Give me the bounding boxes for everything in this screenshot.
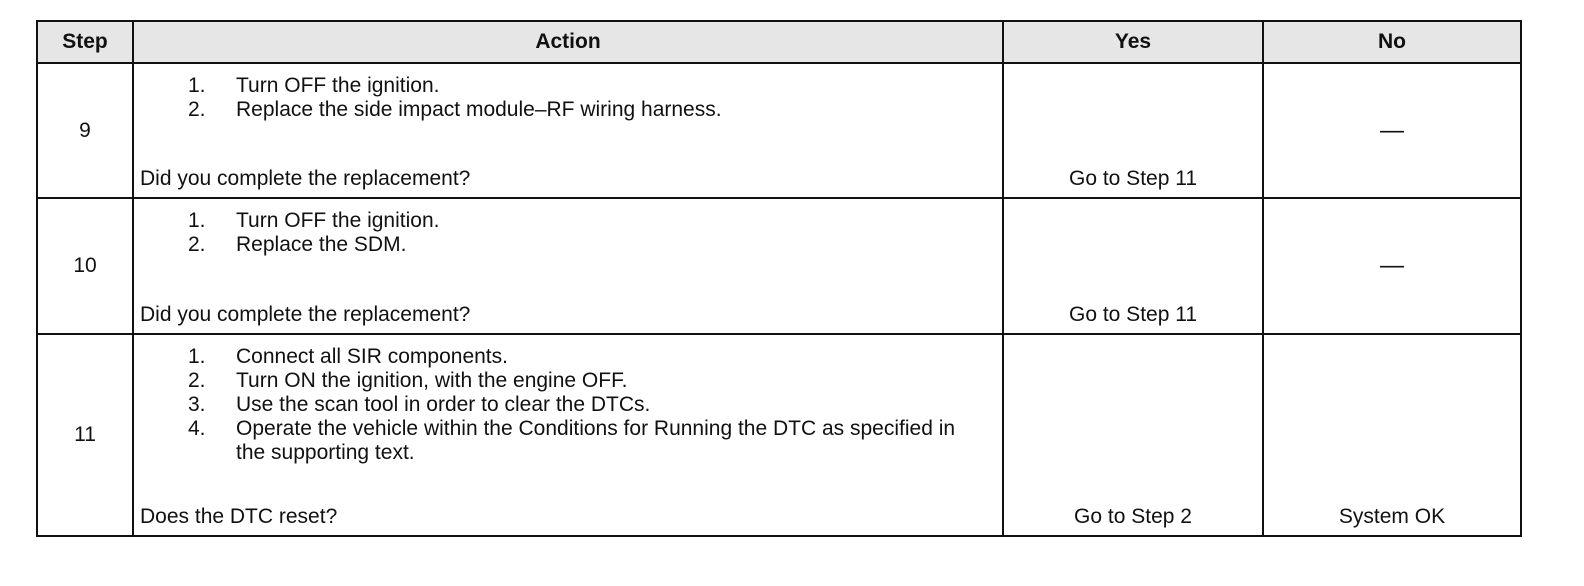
yes-result: Go to Step 11 xyxy=(1068,167,1198,190)
table-row-step-10 xyxy=(37,198,1521,334)
step-cell xyxy=(37,198,133,334)
action-item-text: Use the scan tool in order to clear the DTCs. xyxy=(236,393,651,416)
action-cell xyxy=(133,63,1003,198)
action-item-number: 3. xyxy=(188,393,206,416)
no-result: — xyxy=(1380,252,1404,279)
header-action: Action xyxy=(133,21,1003,63)
no-result: — xyxy=(1380,116,1404,144)
action-question: Does the DTC reset? xyxy=(140,505,338,528)
step-number: 11 xyxy=(74,423,96,446)
action-list xyxy=(134,335,1002,465)
action-item-text: Operate the vehicle within the Conditions for Running the DTC as specified in the supporting text. xyxy=(236,417,956,464)
action-question: Did you complete the replacement? xyxy=(140,167,471,190)
yes-cell xyxy=(1003,334,1263,536)
diagnostic-table xyxy=(36,20,1522,537)
no-result: System OK xyxy=(1338,505,1446,528)
table-row-step-11 xyxy=(37,334,1521,536)
action-item-text: Turn ON the ignition, with the engine OFF. xyxy=(236,369,628,392)
yes-result: Go to Step 11 xyxy=(1068,303,1198,326)
header-row xyxy=(37,21,1521,63)
yes-result: Go to Step 2 xyxy=(1074,505,1192,528)
action-item xyxy=(134,233,1002,257)
no-cell xyxy=(1263,334,1521,536)
header-step: Step xyxy=(37,21,133,63)
step-number: 10 xyxy=(73,254,97,277)
action-item-number: 1. xyxy=(188,345,206,368)
table-row-step-9 xyxy=(37,63,1521,198)
action-item xyxy=(134,369,1002,393)
action-item xyxy=(134,345,1002,369)
yes-cell xyxy=(1003,63,1263,198)
header-yes: Yes xyxy=(1003,21,1263,63)
action-item-text: Turn OFF the ignition. xyxy=(236,74,440,97)
step-cell xyxy=(37,63,133,198)
action-item-number: 1. xyxy=(188,74,206,97)
action-item xyxy=(134,74,1002,98)
action-item-number: 1. xyxy=(188,209,206,232)
action-item-text: Replace the side impact module–RF wiring harness. xyxy=(236,98,722,121)
action-list xyxy=(134,199,1002,257)
action-question: Did you complete the replacement? xyxy=(140,303,471,326)
action-item-text: Replace the SDM. xyxy=(236,233,407,256)
header-no: No xyxy=(1263,21,1521,63)
action-item-number: 4. xyxy=(188,417,206,440)
action-item xyxy=(134,98,1002,122)
action-cell xyxy=(133,334,1003,536)
step-cell xyxy=(37,334,133,536)
action-item-text: Connect all SIR components. xyxy=(236,345,508,368)
action-item-number: 2. xyxy=(188,369,206,392)
action-item-number: 2. xyxy=(188,233,206,256)
action-item xyxy=(134,209,1002,233)
action-cell xyxy=(133,198,1003,334)
action-item xyxy=(134,417,1002,465)
action-item xyxy=(134,393,1002,417)
step-number: 9 xyxy=(79,118,91,142)
no-cell xyxy=(1263,63,1521,198)
yes-cell xyxy=(1003,198,1263,334)
action-list xyxy=(134,64,1002,122)
action-item-text: Turn OFF the ignition. xyxy=(236,209,440,232)
action-item-number: 2. xyxy=(188,98,206,121)
no-cell xyxy=(1263,198,1521,334)
